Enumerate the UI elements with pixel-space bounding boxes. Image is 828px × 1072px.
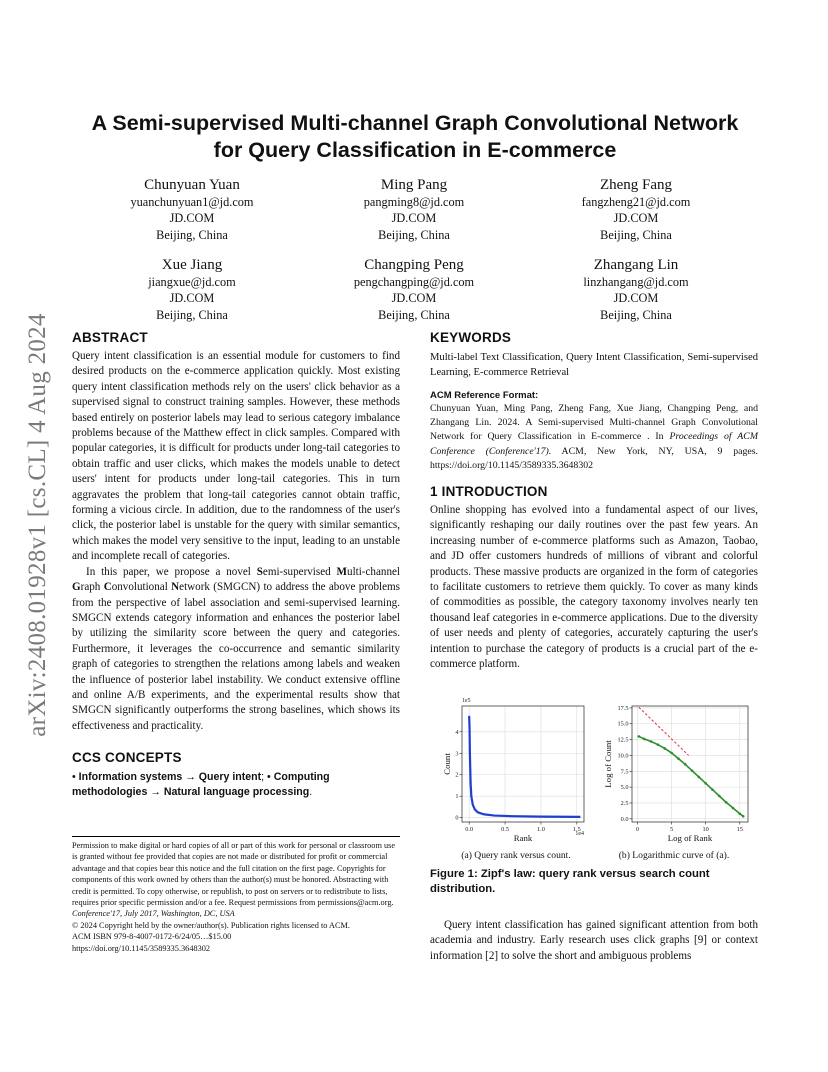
ccs-item: Computing methodologies → Natural language processing — [72, 771, 330, 799]
intro-paragraph-1: Online shopping has evolved into a fundamental aspect of our lives, significantly reshaping our daily routines over the past few years. An increasing number of e-commerce platforms such as Amazon, Taobao, and JD offer customers hundreds of millions of vibrant and colorful products. These massive products are organized in the form of categories to facilitate customers to retrieve them quickly. To cover as many kinds of commodities as possible, the category taxonomy involves nearly ten thousand leaf categories in e-commerce applications. Due to the diversity of user needs and plenty of categories, accurately capturing the user's intention to purchase the category of products is a crucial part of the e-commerce platform. — [430, 504, 758, 671]
x-multiplier: 1e4 — [575, 831, 584, 837]
author-name: Xue Jiang — [161, 257, 223, 273]
y-axis-label: Count — [442, 753, 452, 775]
acronym-letter: C — [103, 581, 112, 594]
data-point — [663, 747, 666, 750]
acronym-letter: S — [256, 565, 263, 578]
y-tick-label: 12.5 — [617, 736, 629, 744]
author-name: Zheng Fang — [599, 177, 673, 193]
data-point — [650, 740, 653, 743]
permission-text: Permission to make digital or hard copies of all or part of this work for personal or classroom use is granted without fee provided that copies are not made or distributed for profit or commercial advantage and that copies bear this notice and the full citation on the first page. Copyrights for components of this work owned by others than the author(s) must be honored. Abstracting with credit is permitted. To copy otherwise, or republish, to post on servers or to redistribute to lists, requires prior specific permission and/or a fee. Request permissions from permissions@acm.org. — [72, 841, 396, 908]
ccs-concepts — [72, 770, 400, 800]
x-tick-label: 10 — [702, 826, 709, 833]
y-tick-label: 4 — [455, 728, 459, 736]
author-block — [546, 176, 726, 243]
data-point — [725, 801, 728, 804]
author-name: Chunyuan Yuan — [144, 177, 240, 193]
introduction-heading: 1 INTRODUCTION — [430, 484, 548, 500]
y-multiplier: 1e5 — [462, 698, 471, 704]
author-location: Beijing, China — [156, 307, 228, 322]
x-axis-label: Log of Rank — [667, 833, 713, 843]
acm-ref-text — [430, 402, 758, 473]
abstract-text: raph — [80, 581, 104, 594]
data-point — [670, 752, 673, 755]
data-point — [732, 807, 735, 810]
author-email: jiangxue@jd.com — [148, 275, 236, 289]
title-line-2: for Query Classification in E-commerce — [213, 138, 617, 162]
author-block — [546, 256, 726, 323]
y-tick-label: 10.0 — [617, 752, 629, 760]
author-block — [324, 176, 504, 243]
x-tick-label: 0 — [635, 826, 640, 833]
subcaption-b: (b) Logarithmic curve of (a). — [618, 850, 730, 861]
author-org: JD.COM — [169, 291, 215, 306]
plot-frame — [632, 706, 748, 822]
y-tick-label: 15.0 — [617, 720, 629, 728]
acronym-letter: N — [171, 581, 180, 594]
data-point — [469, 752, 471, 754]
abstract-paragraph-2 — [72, 565, 400, 734]
y-tick-label: 0 — [455, 814, 459, 822]
y-tick-label: 2.5 — [620, 799, 629, 807]
abstract-text: onvolutional — [111, 581, 172, 594]
data-point — [711, 788, 714, 791]
author-block — [324, 256, 504, 323]
data-point — [643, 738, 646, 741]
abstract-text: ulti-channel — [347, 565, 400, 578]
data-point — [718, 795, 721, 798]
author-email: yuanchunyuan1@jd.com — [130, 195, 254, 209]
author-email: fangzheng21@jd.com — [581, 195, 691, 209]
data-point — [468, 726, 470, 728]
arxiv-sidebar-stamp — [18, 290, 58, 760]
ref-venue: Proceedings of ACM Conference (Conference'17). — [430, 431, 758, 457]
conference-info: Conference'17, July 2017, Washington, DC, USA — [72, 909, 235, 919]
plot-frame — [462, 706, 584, 822]
rank-count-chart — [440, 696, 590, 846]
data-point — [468, 716, 470, 718]
author-org: JD.COM — [613, 291, 659, 306]
keywords-heading: KEYWORDS — [430, 330, 512, 345]
punctuation: . — [309, 786, 313, 799]
left-column — [72, 330, 400, 800]
separator: ; • — [261, 771, 271, 784]
abstract-paragraph-1: Query intent classification is an essential module for customers to find desired products on the e-commerce application quickly. Most existing query intent classification methods rely on the users' click behavior as a supervised signal to construct training samples. However, these methods based entirely on posterior labels may lead to serious category imbalance problems because of the Matthew effect in click samples. Compared with popular categories, it is difficult for products under long-tail categories to obtain traffic and user clicks, which makes the models unable to detect users' intent for products under long-tail categories. This in turn aggravates the problem that long-tail categories cannot obtain traffic, forming a vicious circle. In addition, due to the randomness of the user's click, the posterior label is unstable for the query with similar semantics, which makes the model very sensitive to the input, leading to an unstable and incomplete recall of categories. — [72, 350, 400, 563]
x-axis-label: Rank — [513, 833, 533, 843]
arxiv-id: arXiv:2408.01928v1 [cs.CL] 4 Aug 2024 — [24, 313, 51, 737]
data-point — [698, 776, 701, 779]
acronym-letter: G — [72, 581, 81, 594]
author-block — [102, 176, 282, 243]
ref-text: Chunyuan Yuan, Ming Pang, Zheng Fang, Xue Jiang, Changping Peng, and Zhangang Lin. 2024. A Semi-supervised Multi-channel Graph Convolutional Network for Query Classification in E-commerce . In — [430, 403, 758, 443]
data-point — [677, 757, 680, 760]
data-point — [638, 735, 641, 738]
acronym-letter: M — [336, 565, 348, 578]
author-location: Beijing, China — [378, 307, 450, 322]
data-point — [691, 769, 694, 772]
data-point — [742, 815, 745, 818]
copyright-text: © 2024 Copyright held by the owner/author(s). Publication rights licensed to ACM. — [72, 920, 350, 930]
author-block — [102, 256, 282, 323]
author-name: Ming Pang — [380, 177, 448, 193]
y-tick-label: 3 — [455, 750, 459, 758]
author-org: JD.COM — [613, 211, 659, 226]
author-location: Beijing, China — [156, 227, 228, 242]
data-point — [704, 782, 707, 785]
bullet: • — [72, 771, 76, 784]
acm-ref-heading: ACM Reference Format: — [430, 390, 539, 401]
figure-caption: Figure 1: Zipf's law: query rank versus search count distribution. — [430, 868, 710, 895]
copyright-footnote — [72, 836, 400, 954]
abstract-text: In this paper, we propose a novel — [86, 565, 257, 578]
x-tick-label: 0.5 — [501, 826, 509, 833]
data-point — [470, 782, 472, 784]
intro-continuation — [430, 918, 758, 964]
right-column — [430, 330, 758, 672]
y-tick-label: 7.5 — [620, 768, 629, 776]
author-org: JD.COM — [391, 291, 437, 306]
x-tick-label: 15 — [736, 826, 743, 833]
ccs-heading: CCS CONCEPTS — [72, 750, 182, 766]
data-point — [684, 763, 687, 766]
title-line-1: A Semi-supervised Multi-channel Graph Convolutional Network — [91, 111, 739, 135]
author-email: linzhangang@jd.com — [583, 275, 689, 289]
author-email: pengchangping@jd.com — [353, 275, 475, 289]
x-tick-label: 0.0 — [465, 826, 474, 833]
author-name: Changping Peng — [364, 257, 464, 273]
series-line — [639, 736, 743, 816]
doi-link[interactable]: https://doi.org/10.1145/3589335.3648302 — [72, 943, 211, 953]
author-org: JD.COM — [391, 211, 437, 226]
log-rank-count-chart — [602, 696, 752, 846]
paper-title — [70, 110, 760, 164]
y-axis-label: Log of Count — [603, 740, 613, 788]
author-location: Beijing, China — [600, 227, 672, 242]
y-tick-label: 2 — [455, 771, 459, 779]
y-tick-label: 17.5 — [617, 704, 629, 712]
abstract-text: emi-supervised — [262, 565, 337, 578]
ccs-item: Information systems → Query intent — [78, 771, 262, 784]
author-email: pangming8@jd.com — [363, 195, 465, 209]
author-location: Beijing, China — [378, 227, 450, 242]
data-point — [657, 743, 660, 746]
x-tick-label: 1.5 — [572, 826, 581, 833]
isbn-text: ACM ISBN 979-8-4007-0172-6/24/05…$15.00 — [72, 932, 232, 942]
abstract-heading: ABSTRACT — [72, 330, 148, 345]
subcaption-a: (a) Query rank versus count. — [461, 850, 571, 861]
intro-paragraph-2: Query intent classification has gained significant attention from both academia and industry. Early research uses click graphs [9] or context information [2] to solve the short and ambiguous problems — [430, 919, 758, 962]
x-tick-label: 1.0 — [537, 826, 545, 833]
y-tick-label: 0.0 — [620, 815, 629, 823]
y-tick-label: 1 — [455, 793, 459, 801]
y-tick-label: 5.0 — [620, 784, 629, 792]
author-name: Zhangang Lin — [593, 257, 679, 273]
data-point — [739, 812, 742, 815]
abstract-text: etwork (SMGCN) to address the above problems from the perspective of label association and semi-supervised learning. SMGCN extends category information and enhances the posterior label by utilizing the similarity score between the query and categories. Furthermore, it leverages the co-occurrence and semantic similarity graph of categories to strengthen the relations among labels and weaken the influence of posterior label instability. We conduct extensive offline and online A/B experiments, and the experimental results show that SMGCN significantly outperforms the strong baselines, which shows its effectiveness and practicality. — [72, 581, 400, 732]
author-org: JD.COM — [169, 211, 215, 226]
x-tick-label: 5 — [669, 826, 674, 833]
keywords-text: Multi-label Text Classification, Query Intent Classification, Semi-supervised Learning, E-commerce Retrieval — [430, 352, 758, 378]
data-point — [470, 795, 472, 797]
ref-text: ACM, New York, NY, USA, 9 pages. https://doi.org/10.1145/3589335.3648302 — [430, 445, 758, 471]
author-location: Beijing, China — [600, 307, 672, 322]
